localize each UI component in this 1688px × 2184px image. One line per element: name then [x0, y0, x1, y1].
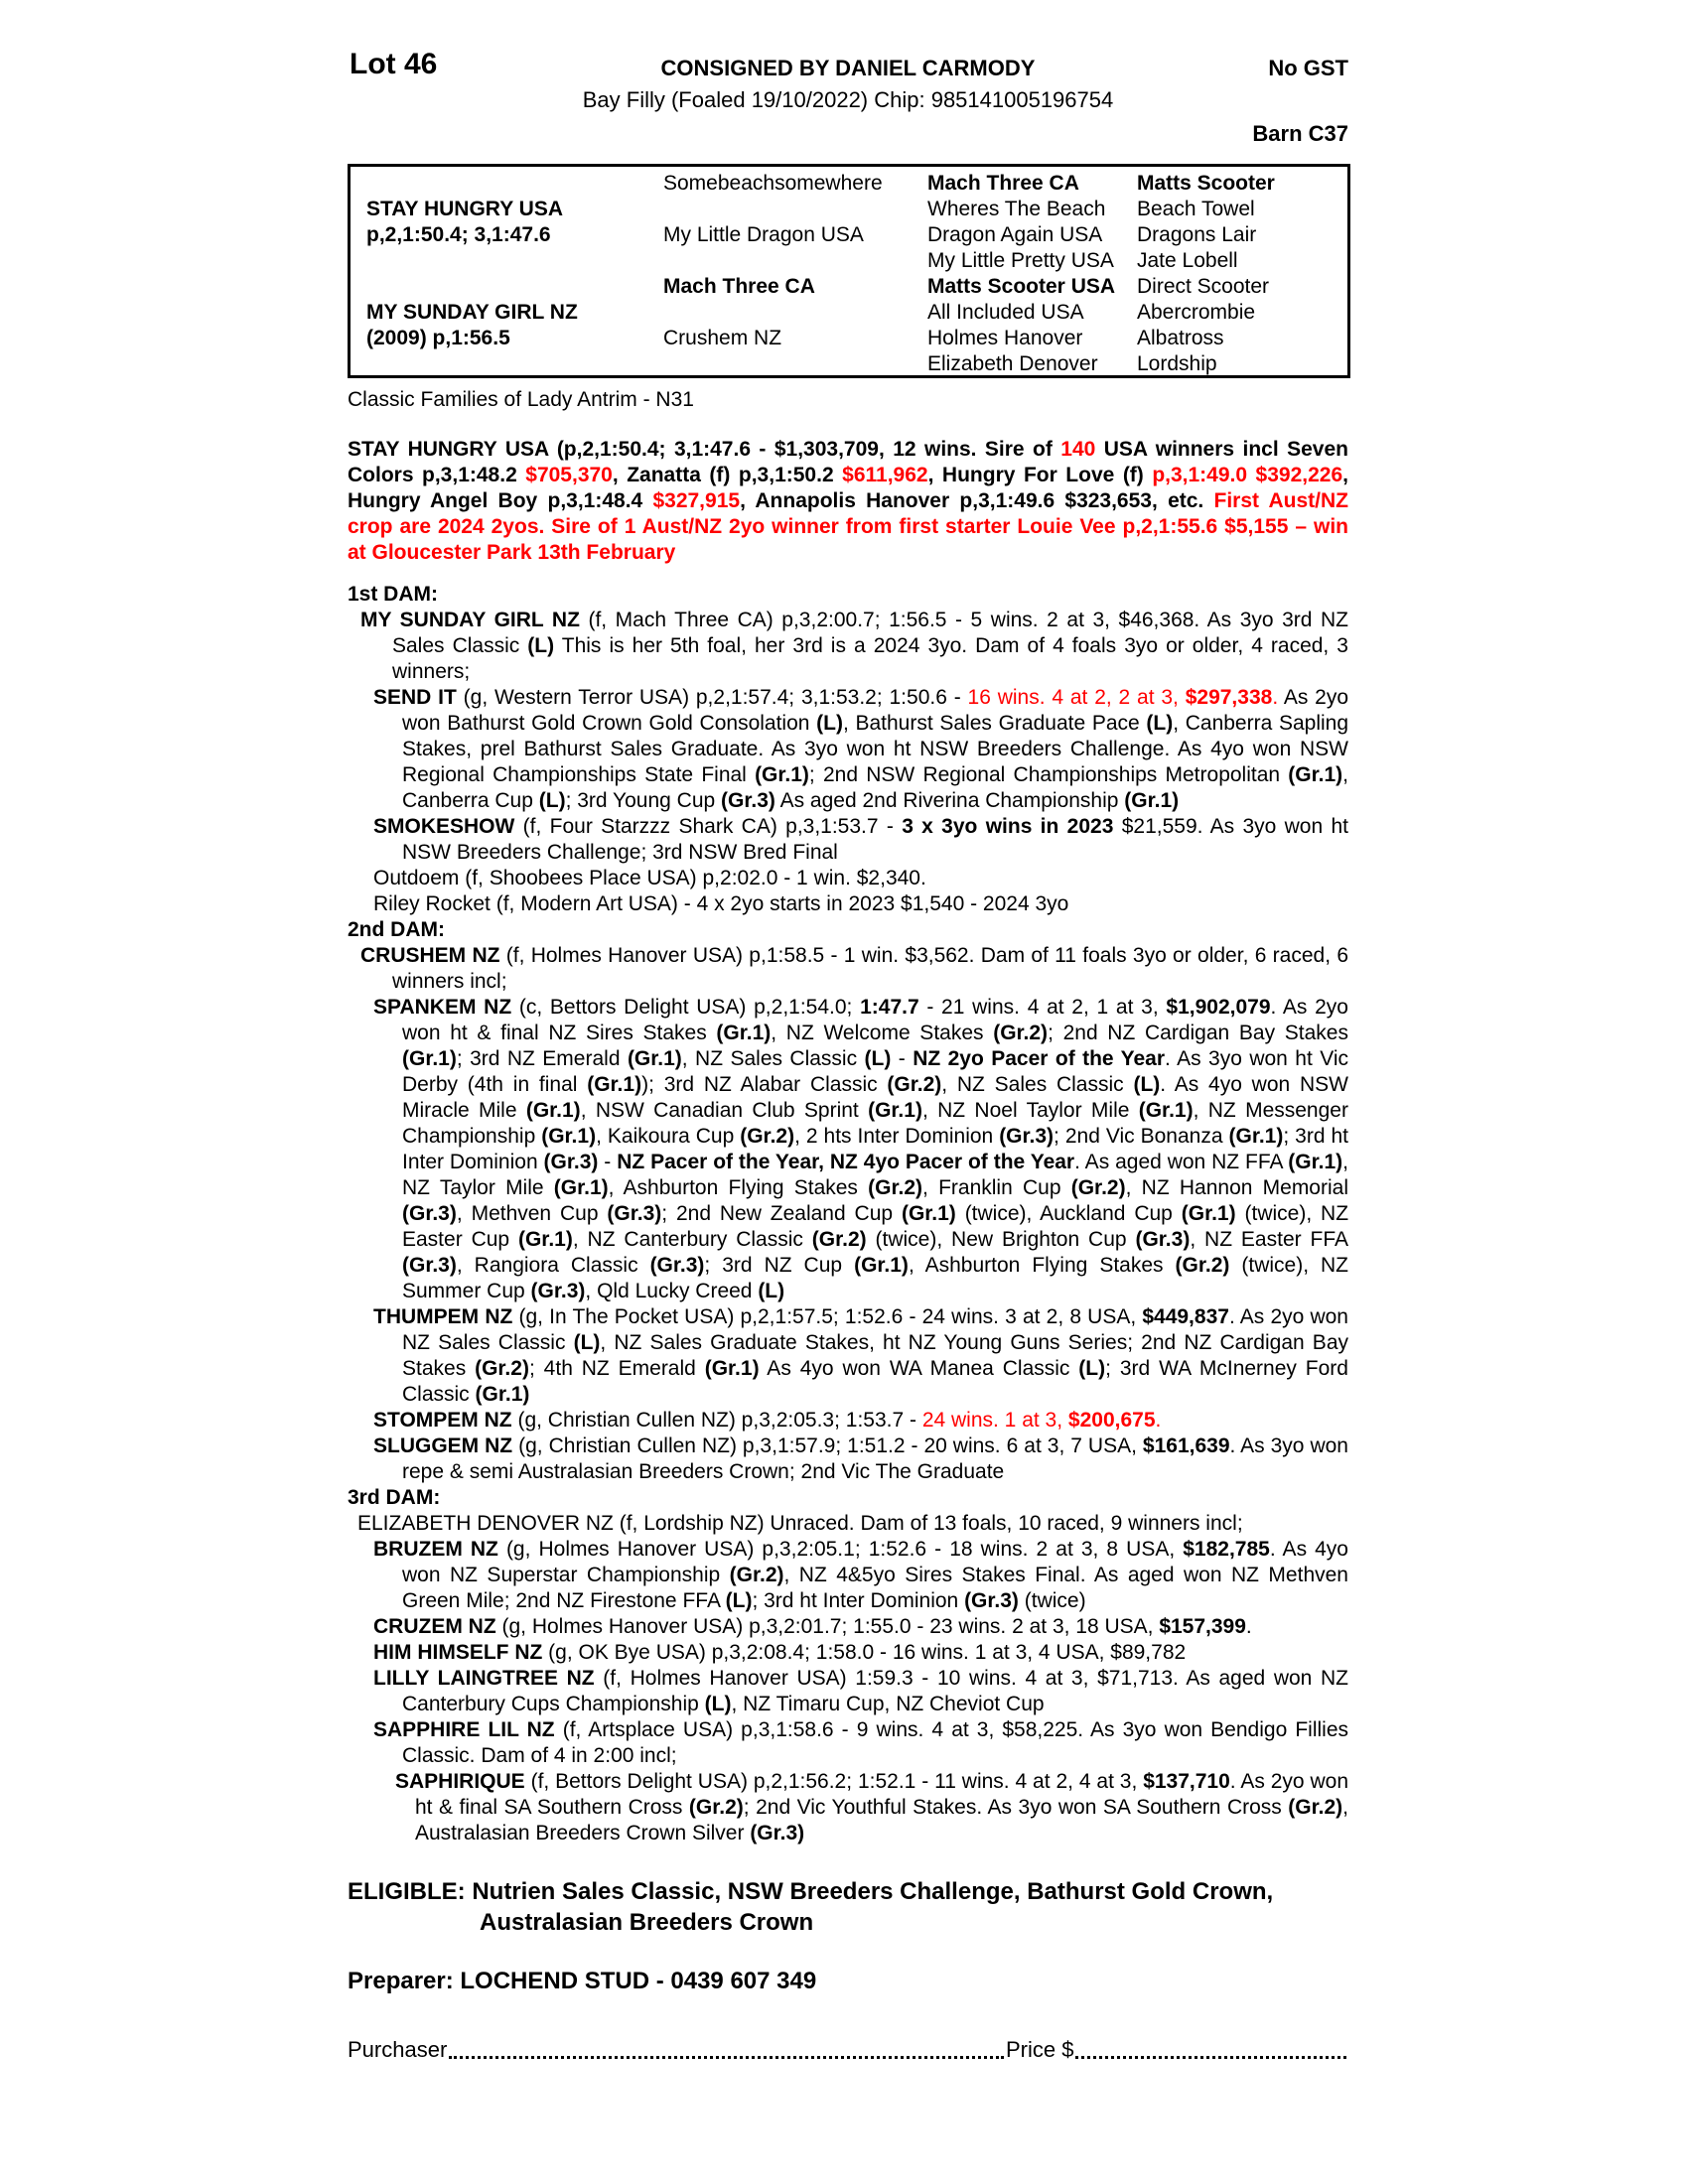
pedigree-cell: Matts Scooter USA	[927, 275, 1116, 298]
purchaser-label: Purchaser	[348, 2037, 448, 2062]
foal-riley-rocket: Riley Rocket (f, Modern Art USA) - 4 x 2yo starts in 2023 $1,540 - 2024 3yo	[373, 892, 1069, 915]
pedigree-cell: Jate Lobell	[1137, 249, 1238, 272]
pedigree-cell: Matts Scooter	[1137, 172, 1275, 195]
foal-thumpem: THUMPEM NZ (g, In The Pocket USA) p,2,1:57.5; 1:52.6 - 24 wins. 3 at 2, 8 USA, $449,837. As 2yo won NZ Sales Classic (L), NZ Sales Graduate Stakes, ht NZ Young Guns Series; 2nd NZ Cardigan Bay Stakes (Gr.2); 4th NZ Emerald (Gr.1) As 4yo won WA Manea Classic (L); 3rd WA McInerney Ford Classic (Gr.1)	[373, 1305, 1348, 1406]
second-dam-heading: 2nd DAM:	[348, 918, 445, 941]
eligible-note	[348, 1876, 1348, 1938]
page-body	[348, 387, 1348, 2063]
family-note: Classic Families of Lady Antrim - N31	[348, 388, 694, 411]
foal-smokeshow: SMOKESHOW (f, Four Starzzz Shark CA) p,3,1:53.7 - 3 x 3yo wins in 2023 $21,559. As 3yo won ht NSW Breeders Challenge; 3rd NSW Bred Final	[373, 815, 1348, 864]
eligible-line-2: Australasian Breeders Crown	[480, 1909, 814, 1936]
pedigree-cell: Lordship	[1137, 352, 1217, 375]
price-dotted-leader	[1075, 2056, 1346, 2059]
pedigree-cell: Mach Three CA	[927, 172, 1079, 195]
dam-my-sunday-girl: MY SUNDAY GIRL NZ (f, Mach Three CA) p,3,2:00.7; 1:56.5 - 5 wins. 2 at 3, $46,368. As 3yo 3rd NZ Sales Classic (L) This is her 5th foal, her 3rd is a 2024 3yo. Dam of 4 foals 3yo or older, 4 raced, 3 winners;	[360, 609, 1348, 683]
pedigree-cell: (2009) p,1:56.5	[366, 327, 510, 349]
pedigree-cell: Abercrombie	[1137, 301, 1256, 324]
foal-outdoem: Outdoem (f, Shoobees Place USA) p,2:02.0 - 1 win. $2,340.	[373, 867, 926, 889]
preparer-note: Preparer: LOCHEND STUD - 0439 607 349	[348, 1968, 817, 1994]
consignor-title: CONSIGNED BY DANIEL CARMODY	[660, 56, 1036, 80]
foal-stompem: STOMPEM NZ (g, Christian Cullen NZ) p,3,2:05.3; 1:53.7 - 24 wins. 1 at 3, $200,675.	[373, 1409, 1162, 1432]
pedigree-cell: My Little Dragon USA	[663, 223, 864, 246]
foal-sluggem: SLUGGEM NZ (g, Christian Cullen NZ) p,3,1:57.9; 1:51.2 - 20 wins. 6 at 3, 7 USA, $161,639. As 3yo won repe & semi Australasian Breeders Crown; 2nd Vic The Graduate	[373, 1434, 1348, 1483]
purchaser-dotted-leader	[449, 2056, 1004, 2059]
pedigree-cell: Wheres The Beach	[927, 198, 1106, 220]
foal-saphirique: SAPHIRIQUE (f, Bettors Delight USA) p,2,1:56.2; 1:52.1 - 11 wins. 4 at 2, 4 at 3, $137,710. As 2yo won ht & final SA Southern Cross (Gr.2); 2nd Vic Youthful Stakes. As 3yo won SA Southern Cross (Gr.2), Australasian Breeders Crown Silver (Gr.3)	[395, 1770, 1349, 1844]
foal-lilly-laingtree: LILLY LAINGTREE NZ (f, Holmes Hanover USA) 1:59.3 - 10 wins. 4 at 3, $71,713. As aged won NZ Canterbury Cups Championship (L), NZ Timaru Cup, NZ Cheviot Cup	[373, 1667, 1348, 1715]
pedigree-cell: Somebeachsomewhere	[663, 172, 883, 195]
foal-cruzem: CRUZEM NZ (g, Holmes Hanover USA) p,3,2:01.7; 1:55.0 - 23 wins. 2 at 3, 18 USA, $157,399.	[373, 1615, 1252, 1638]
pedigree-cell: Dragon Again USA	[927, 223, 1103, 246]
foal-him-himself: HIM HIMSELF NZ (g, OK Bye USA) p,3,2:08.4; 1:58.0 - 16 wins. 1 at 3, 4 USA, $89,782	[373, 1641, 1187, 1664]
pedigree-cell: Albatross	[1137, 327, 1224, 349]
eligible-line-1: ELIGIBLE: Nutrien Sales Classic, NSW Breeders Challenge, Bathurst Gold Crown,	[348, 1878, 1274, 1905]
pedigree-cell: Holmes Hanover	[927, 327, 1083, 349]
foal-bruzem: BRUZEM NZ (g, Holmes Hanover USA) p,3,2:05.1; 1:52.6 - 18 wins. 2 at 3, 8 USA, $182,785. As 4yo won NZ Superstar Championship (Gr.2), NZ 4&5yo Sires Stakes Final. As aged won NZ Methven Green Mile; 2nd NZ Firestone FFA (L); 3rd ht Inter Dominion (Gr.3) (twice)	[373, 1538, 1348, 1612]
pedigree-cell: Elizabeth Denover	[927, 352, 1098, 375]
pedigree-cell: p,2,1:50.4; 3,1:47.6	[366, 223, 551, 246]
purchaser-line	[348, 2037, 1348, 2063]
lot-number: Lot 46	[350, 48, 438, 80]
pedigree-cell: All Included USA	[927, 301, 1084, 324]
pedigree-cell: Beach Towel	[1137, 198, 1255, 220]
pedigree-cell: Mach Three CA	[663, 275, 815, 298]
sire-summary: STAY HUNGRY USA (p,2,1:50.4; 3,1:47.6 - $1,303,709, 12 wins. Sire of 140 USA winners incl Seven Colors p,3,1:48.2 $705,370, Zanatta (f) p,3,1:50.2 $611,962, Hungry For Love (f) p,3,1:49.0 $392,226, Hungry Angel Boy p,3,1:48.4 $327,915, Annapolis Hanover p,3,1:49.6 $323,653, etc. First Aust/NZ crop are 2024 2yos. Sire of 1 Aust/NZ 2yo winner from first starter Louie Vee p,2,1:55.6 $5,155 – win at Gloucester Park 13th February	[348, 438, 1348, 564]
dam-crushem: CRUSHEM NZ (f, Holmes Hanover USA) p,1:58.5 - 1 win. $3,562. Dam of 11 foals 3yo or older, 6 raced, 6 winners incl;	[360, 944, 1348, 993]
pedigree-cell: MY SUNDAY GIRL NZ	[366, 301, 578, 324]
foal-sapphire-lil: SAPPHIRE LIL NZ (f, Artsplace USA) p,3,1:58.6 - 9 wins. 4 at 3, $58,225. As 3yo won Bendigo Fillies Classic. Dam of 4 in 2:00 incl;	[373, 1718, 1348, 1767]
pedigree-text	[348, 437, 1348, 1846]
barn-number: Barn C37	[1252, 121, 1348, 146]
foal-send-it: SEND IT (g, Western Terror USA) p,2,1:57.4; 3,1:53.2; 1:50.6 - 16 wins. 4 at 2, 2 at 3, $297,338. As 2yo won Bathurst Gold Crown Gold Consolation (L), Bathurst Sales Graduate Pace (L), Canberra Sapling Stakes, prel Bathurst Sales Graduate. As 3yo won ht NSW Breeders Challenge. As 4yo won NSW Regional Championships State Final (Gr.1); 2nd NSW Regional Championships Metropolitan (Gr.1), Canberra Cup (L); 3rd Young Cup (Gr.3) As aged 2nd Riverina Championship (Gr.1)	[373, 686, 1349, 812]
gst-note: No GST	[1268, 56, 1348, 80]
pedigree-cell: STAY HUNGRY USA	[366, 198, 563, 220]
pedigree-cell: Crushem NZ	[663, 327, 782, 349]
first-dam-heading: 1st DAM:	[348, 583, 439, 606]
price-label: Price $	[1005, 2037, 1074, 2062]
pedigree-cell: Dragons Lair	[1137, 223, 1257, 246]
pedigree-table	[348, 164, 1350, 378]
pedigree-cell: My Little Pretty USA	[927, 249, 1114, 272]
horse-description: Bay Filly (Foaled 19/10/2022) Chip: 985141005196754	[582, 87, 1114, 112]
foal-spankem: SPANKEM NZ (c, Bettors Delight USA) p,2,1:54.0; 1:47.7 - 21 wins. 4 at 2, 1 at 3, $1,902,079. As 2yo won ht & final NZ Sires Stakes (Gr.1), NZ Welcome Stakes (Gr.2); 2nd NZ Cardigan Bay Stakes (Gr.1); 3rd NZ Emerald (Gr.1), NZ Sales Classic (L) - NZ 2yo Pacer of the Year. As 3yo won ht Vic Derby (4th in final (Gr.1)); 3rd NZ Alabar Classic (Gr.2), NZ Sales Classic (L). As 4yo won NSW Miracle Mile (Gr.1), NSW Canadian Club Sprint (Gr.1), NZ Noel Taylor Mile (Gr.1), NZ Messenger Championship (Gr.1), Kaikoura Cup (Gr.2), 2 hts Inter Dominion (Gr.3); 2nd Vic Bonanza (Gr.1); 3rd ht Inter Dominion (Gr.3) - NZ Pacer of the Year, NZ 4yo Pacer of the Year. As aged won NZ FFA (Gr.1), NZ Taylor Mile (Gr.1), Ashburton Flying Stakes (Gr.2), Franklin Cup (Gr.2), NZ Hannon Memorial (Gr.3), Methven Cup (Gr.3); 2nd New Zealand Cup (Gr.1) (twice), Auckland Cup (Gr.1) (twice), NZ Easter Cup (Gr.1), NZ Canterbury Classic (Gr.2) (twice), New Brighton Cup (Gr.3), NZ Easter FFA (Gr.3), Rangiora Classic (Gr.3); 3rd NZ Cup (Gr.1), Ashburton Flying Stakes (Gr.2) (twice), NZ Summer Cup (Gr.3), Qld Lucky Creed (L)	[373, 996, 1349, 1302]
dam-elizabeth-denover: ELIZABETH DENOVER NZ (f, Lordship NZ) Unraced. Dam of 13 foals, 10 raced, 9 winners incl;	[357, 1512, 1243, 1535]
pedigree-cell: Direct Scooter	[1137, 275, 1270, 298]
third-dam-heading: 3rd DAM:	[348, 1486, 441, 1509]
